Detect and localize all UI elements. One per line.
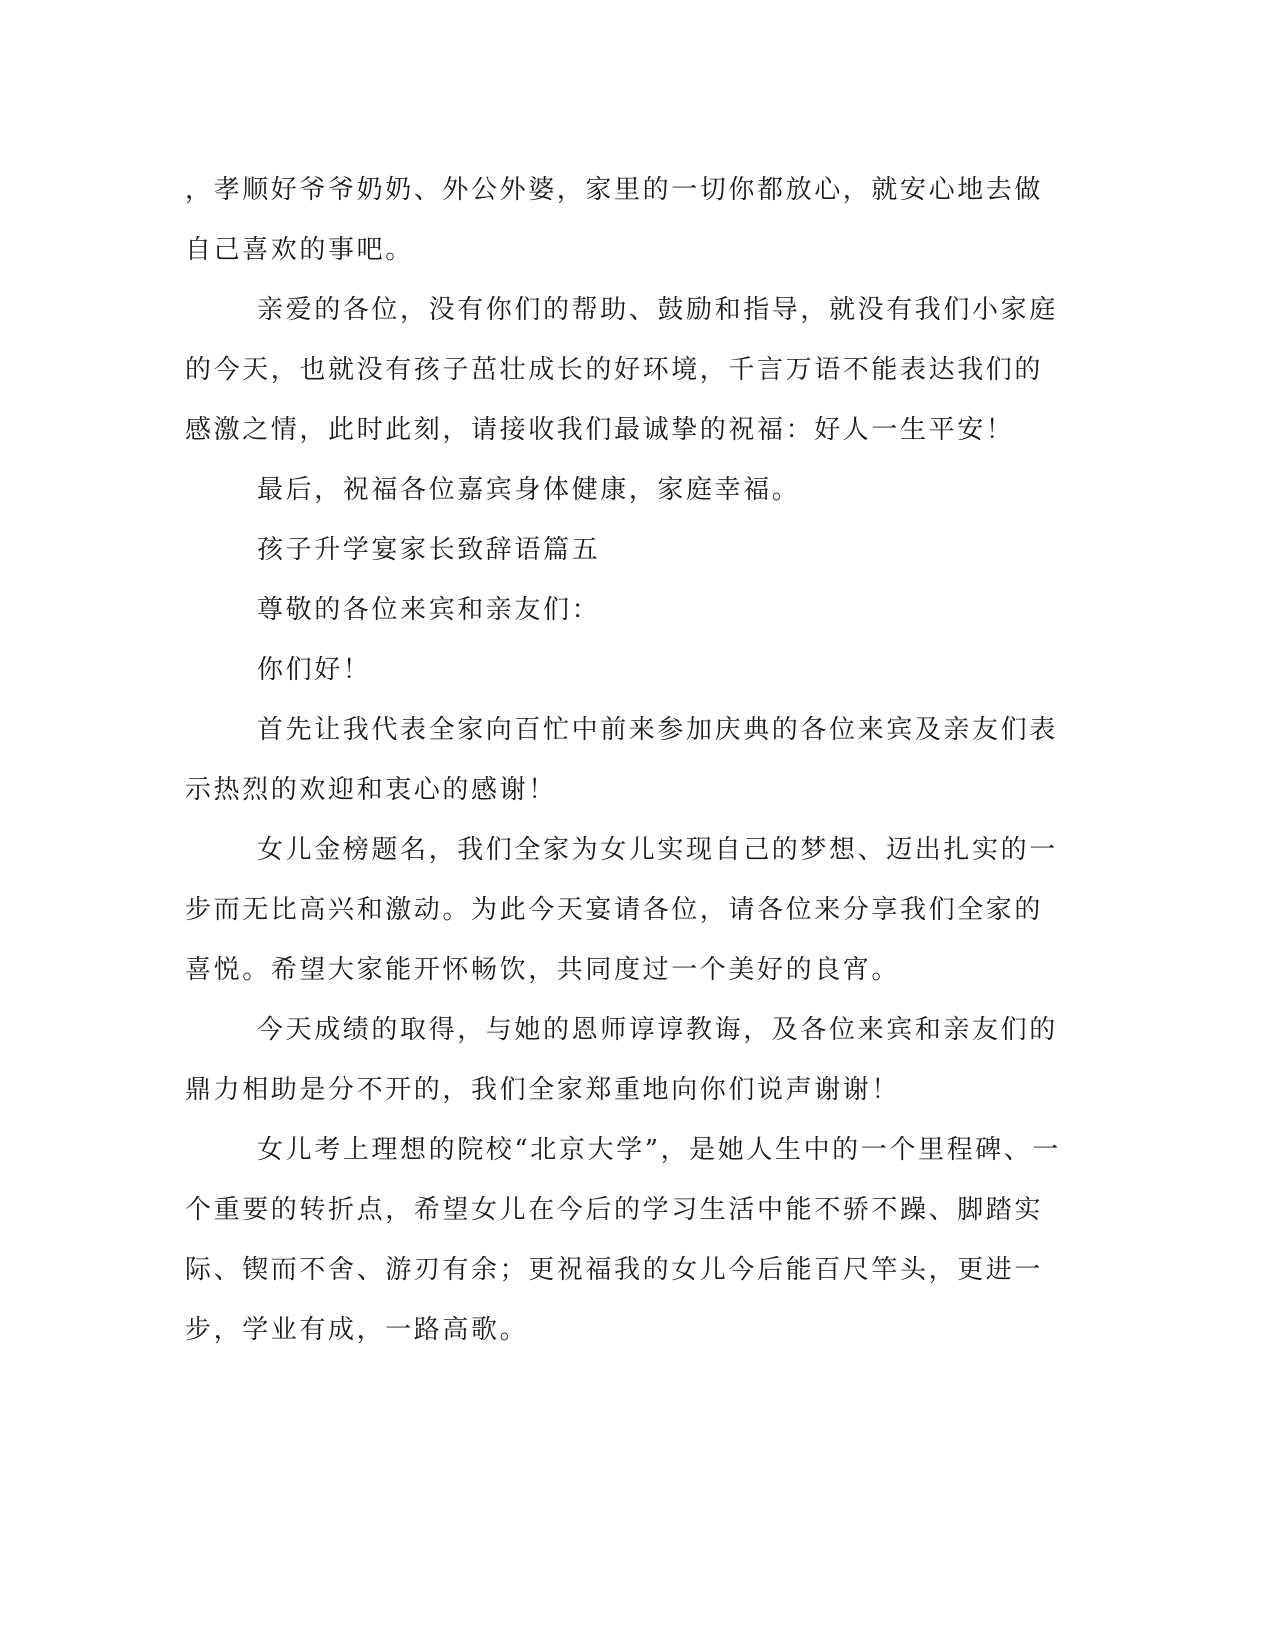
text-line: ，孝顺好爷爷奶奶、外公外婆，家里的一切你都放心，就安心地去做 <box>185 175 1044 205</box>
text-line: 示热烈的欢迎和衷心的感谢！ <box>185 775 557 805</box>
text-line: 首先让我代表全家向百忙中前来参加庆典的各位来宾及亲友们表 <box>257 715 1058 745</box>
text-line: 最后，祝福各位嘉宾身体健康，家庭幸福。 <box>257 475 801 505</box>
text-line: 自己喜欢的事吧。 <box>185 235 414 265</box>
text-line: 步而无比高兴和激动。为此今天宴请各位，请各位来分享我们全家的 <box>185 895 1044 925</box>
text-line: 亲爱的各位，没有你们的帮助、鼓励和指导，就没有我们小家庭 <box>257 295 1058 325</box>
section-heading: 孩子升学宴家长致辞语篇五 <box>257 535 601 565</box>
salutation: 尊敬的各位来宾和亲友们： <box>257 595 601 625</box>
greeting: 你们好！ <box>257 655 372 685</box>
text-line: 的今天，也就没有孩子茁壮成长的好环境，千言万语不能表达我们的 <box>185 355 1044 385</box>
text-line: 际、锲而不舍、游刃有余；更祝福我的女儿今后能百尺竿头，更进一 <box>185 1255 1044 1285</box>
text-line: 喜悦。希望大家能开怀畅饮，共同度过一个美好的良宵。 <box>185 955 901 985</box>
document-body <box>185 160 1061 1360</box>
text-line: 感激之情，此时此刻，请接收我们最诚挚的祝福：好人一生平安！ <box>185 415 1015 445</box>
text-line: 今天成绩的取得，与她的恩师谆谆教诲，及各位来宾和亲友们的 <box>257 1015 1058 1045</box>
text-line: 女儿金榜题名，我们全家为女儿实现自己的梦想、迈出扎实的一 <box>257 835 1058 865</box>
text-line: 鼎力相助是分不开的，我们全家郑重地向你们说声谢谢！ <box>185 1075 901 1105</box>
text-line: 女儿考上理想的院校“北京大学”，是她人生中的一个里程碑、一 <box>257 1135 1061 1165</box>
text-line: 个重要的转折点，希望女儿在今后的学习生活中能不骄不躁、脚踏实 <box>185 1195 1044 1225</box>
text-line: 步，学业有成，一路高歌。 <box>185 1315 529 1345</box>
